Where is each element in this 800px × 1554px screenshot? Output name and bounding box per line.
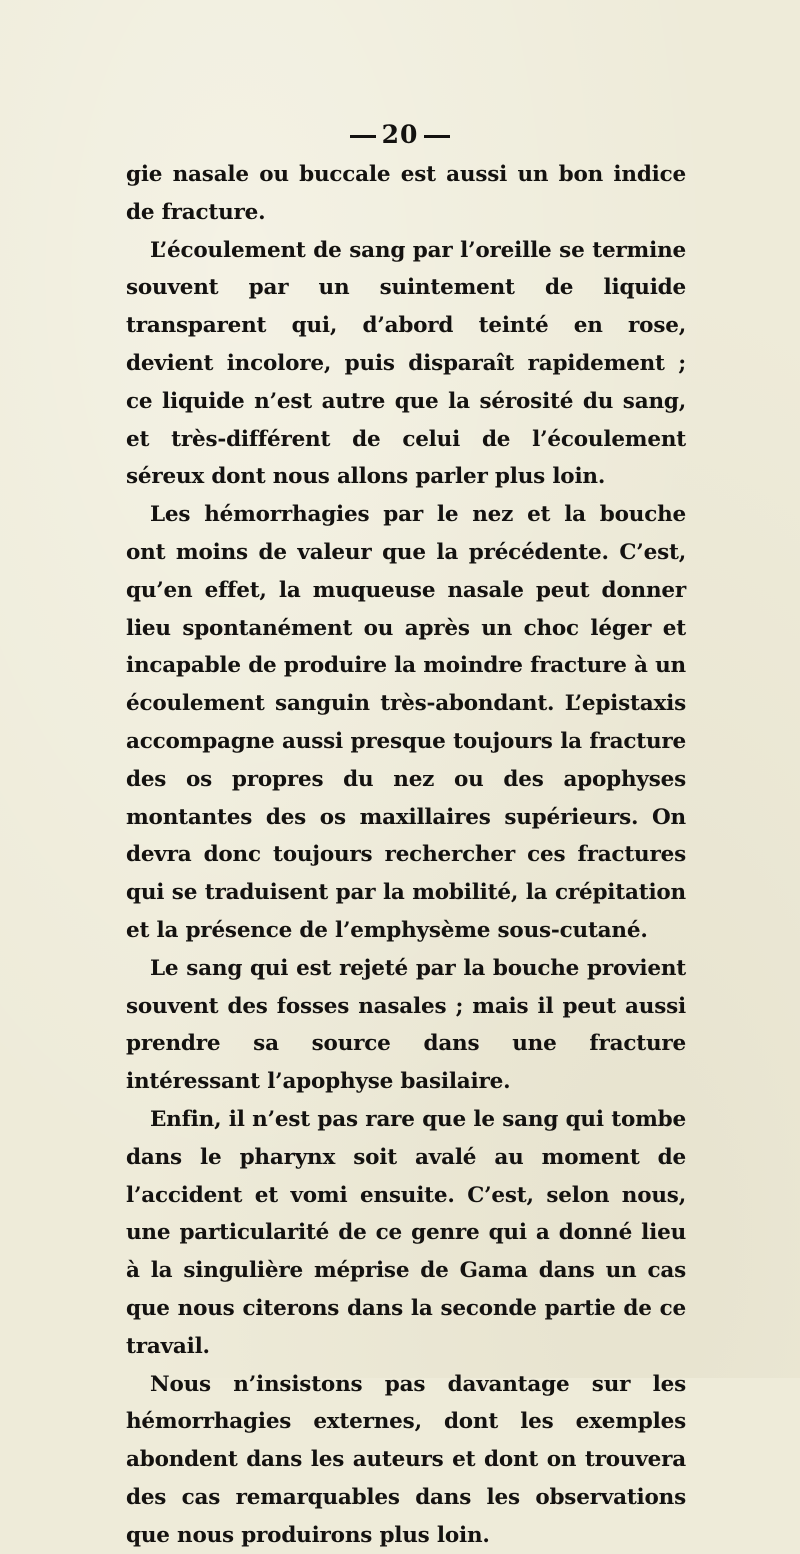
- page-number: [0, 120, 800, 150]
- body-text: [126, 156, 686, 1554]
- page-number-value: 20: [382, 120, 419, 149]
- paragraph-nose-mouth-hemorrhage: Les hémorrhagies par le nez et la bouche ont moins de valeur que la précédente. C’est, qu’en effet, la muqueuse nasale peut donner lieu spontanément ou après un choc léger et incapable de produire la moindre fracture à un écoulement sanguin très-abondant. L’epistaxis accompagne aussi presque toujours la fracture des os propres du nez ou des apophyses montantes des os maxillaires supérieurs. On devra donc toujours rechercher ces fractures qui se traduisent par la mobilité, la crépitation et la présence de l’emphysème sous-cutané.: [126, 496, 686, 950]
- paragraph-ear-bleeding: L’écoulement de sang par l’oreille se termine souvent par un suintement de liquide transparent qui, d’abord teinté en rose, devient incolore, puis disparaît rapidement ; ce liquide n’est autre que la sérosité du sang, et très-différent de celui de l’écoulement séreux dont nous allons parler plus loin.: [126, 232, 686, 497]
- paragraph-pharynx-blood: Enfin, il n’est pas rare que le sang qui tombe dans le pharynx soit avalé au moment de l’accident et vomi ensuite. C’est, selon nous, une particularité de ce genre qui a donné lieu à la singulière méprise de Gama dans un cas que nous citerons dans la seconde partie de ce travail.: [126, 1101, 686, 1366]
- page-number-left-dash: [350, 135, 376, 138]
- paragraph-continuation: gie nasale ou buccale est aussi un bon indice de fracture.: [126, 156, 686, 232]
- paragraph-external-hemorrhages: Nous n’insistons pas davantage sur les hémorrhagies externes, dont les exemples abondent dans les auteurs et dont on trouvera des cas remarquables dans les observations que nous produirons plus loin.: [126, 1366, 686, 1554]
- page-number-right-dash: [424, 135, 450, 138]
- paragraph-blood-from-mouth: Le sang qui est rejeté par la bouche provient souvent des fosses nasales ; mais il peut aussi prendre sa source dans une fracture intéressant l’apophyse basilaire.: [126, 950, 686, 1101]
